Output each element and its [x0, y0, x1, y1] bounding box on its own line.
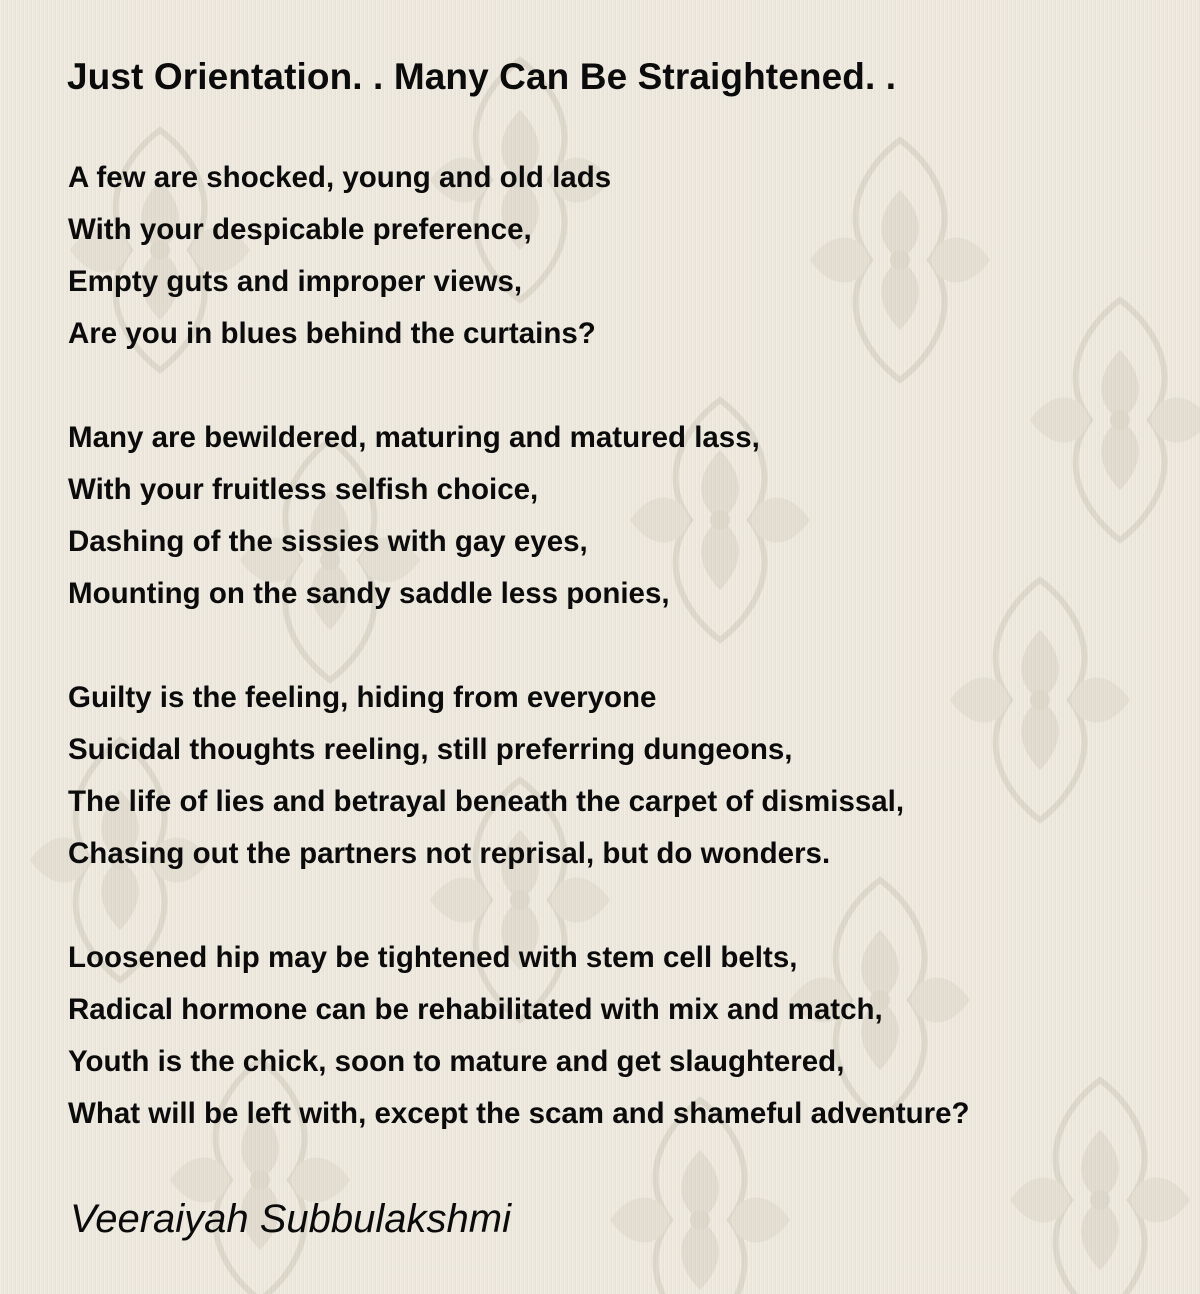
poem-line: The life of lies and betrayal beneath the carpet of dismissal, — [68, 785, 905, 818]
poem-line: Are you in blues behind the curtains? — [68, 317, 596, 350]
stanza-3 — [68, 672, 1148, 880]
poem-line: Dashing of the sissies with gay eyes, — [68, 525, 588, 558]
stanza-1 — [68, 152, 1148, 360]
poem-line: Mounting on the sandy saddle less ponies, — [68, 577, 670, 610]
poem-line: With your fruitless selfish choice, — [68, 473, 539, 506]
stanza-4 — [68, 932, 1148, 1140]
poem-body — [68, 152, 1148, 1192]
poem-line: Youth is the chick, soon to mature and get slaughtered, — [68, 1045, 845, 1078]
poem-line: Chasing out the partners not reprisal, but do wonders. — [68, 837, 831, 870]
poem-line: Suicidal thoughts reeling, still preferring dungeons, — [68, 733, 793, 766]
poem-title: Just Orientation. . Many Can Be Straightened. . — [67, 56, 897, 97]
poem-line: Guilty is the feeling, hiding from everyone — [68, 681, 657, 714]
poem-line: A few are shocked, young and old lads — [68, 161, 612, 194]
poem-line: Radical hormone can be rehabilitated with mix and match, — [68, 993, 883, 1026]
poem-line: Loosened hip may be tightened with stem cell belts, — [68, 941, 798, 974]
poem-line: With your despicable preference, — [68, 213, 532, 246]
poem-line: What will be left with, except the scam and shameful adventure? — [68, 1097, 970, 1130]
poem-line: Empty guts and improper views, — [68, 265, 523, 298]
poem-author: Veeraiyah Subbulakshmi — [70, 1197, 511, 1241]
stanza-2 — [68, 412, 1148, 620]
poem-line: Many are bewildered, maturing and matured lass, — [68, 421, 760, 454]
